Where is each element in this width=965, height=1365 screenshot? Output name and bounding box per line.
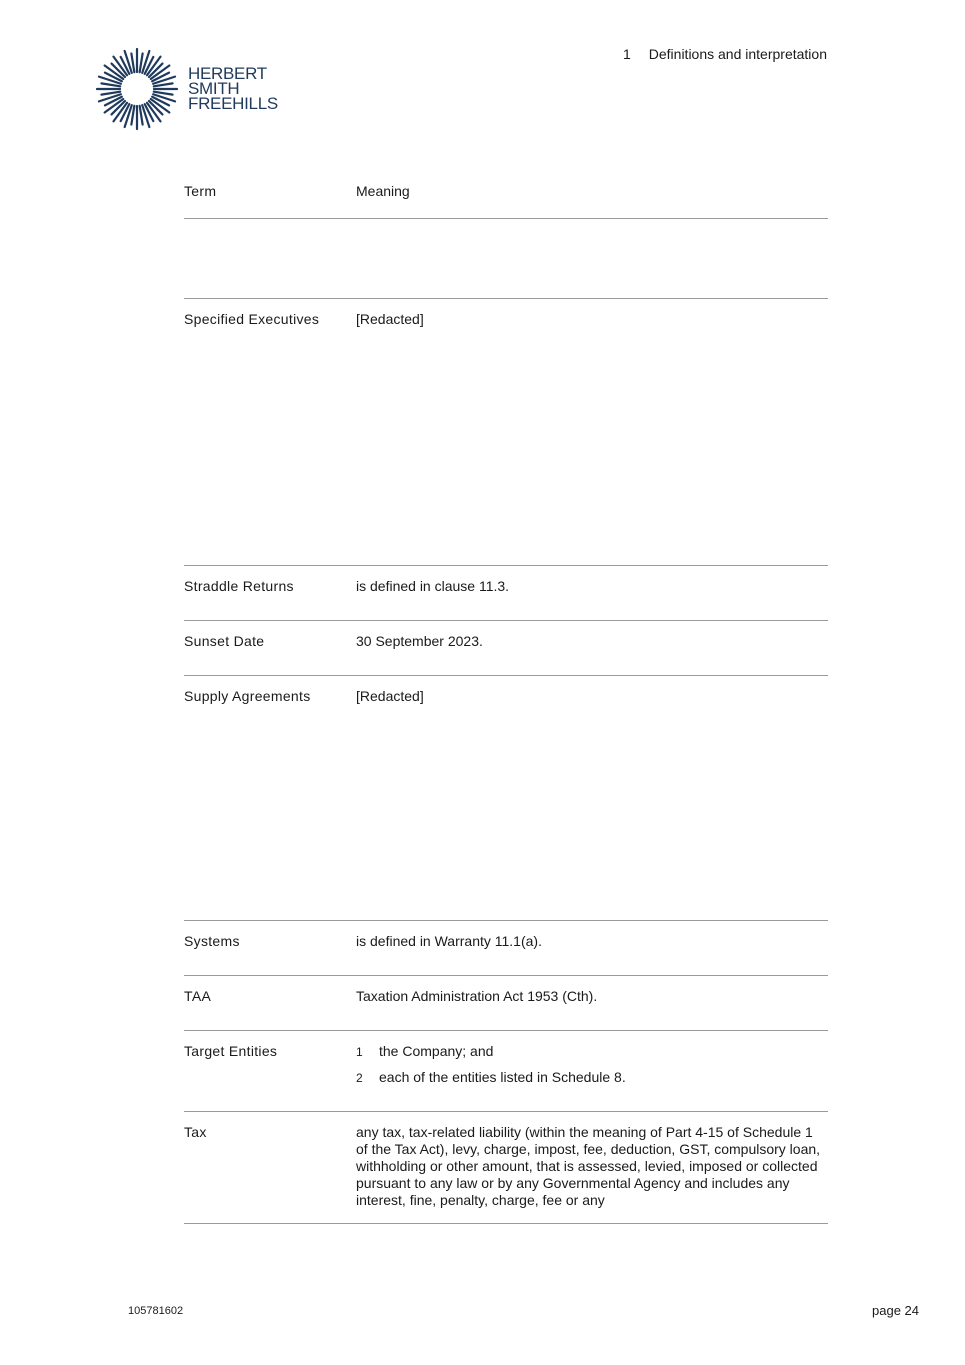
item-number: 2 — [356, 1071, 363, 1085]
definitions-table — [184, 176, 828, 1224]
definition-term: TAA — [184, 988, 212, 1004]
definition-term: Systems — [184, 933, 240, 949]
definition-term: Supply Agreements — [184, 688, 311, 704]
document-id: 105781602 — [128, 1305, 184, 1317]
item-number: 1 — [356, 1045, 363, 1059]
sunburst-logo-icon — [96, 46, 178, 132]
logo-ray — [101, 83, 120, 86]
definition-meaning: [Redacted] — [356, 688, 424, 704]
definition-meaning: is defined in Warranty 11.1(a). — [356, 933, 542, 949]
definition-meaning: any tax, tax-related liability (within the meaning of Part 4-15 of Schedule 1 of the Tax Act), levy, charge, impost, fee, deduction, GST, compulsory loan, withholding or other amount, that is assessed, levied, imposed or collected pursuant to any law or by any Governmental Agency and includes any interest, fine, penalty, charge, fee or any — [356, 1124, 821, 1208]
item-text: each of the entities listed in Schedule 8. — [379, 1069, 626, 1085]
definition-term: Target Entities — [184, 1043, 278, 1059]
logo-ray — [140, 106, 143, 125]
section-number: 1 — [622, 46, 631, 62]
table-row-empty — [184, 219, 828, 299]
numbered-item — [356, 1069, 828, 1085]
section-title: Definitions and interpretation — [648, 46, 827, 62]
logo-line-1: HERBERT — [188, 64, 267, 83]
logo-ray — [154, 92, 173, 95]
logo-ray — [140, 53, 143, 72]
table-row — [184, 1031, 828, 1112]
logo-line-2: SMITH — [188, 79, 240, 98]
definition-meaning — [356, 1043, 828, 1111]
definition-term: Sunset Date — [184, 633, 265, 649]
numbered-item — [356, 1043, 828, 1059]
logo-ray — [101, 92, 120, 95]
table-row — [184, 299, 828, 566]
table-row — [184, 921, 828, 976]
table-row — [184, 676, 828, 921]
section-header — [623, 46, 827, 62]
table-row — [184, 621, 828, 676]
table-row — [184, 566, 828, 621]
logo-ray — [154, 83, 173, 86]
meaning-column-header: Meaning — [356, 183, 410, 199]
definition-meaning: 30 September 2023. — [356, 633, 483, 649]
term-column-header: Term — [184, 183, 217, 199]
item-text: the Company; and — [379, 1043, 494, 1059]
definition-meaning: is defined in clause 11.3. — [356, 578, 510, 594]
table-row — [184, 1112, 828, 1224]
definition-term: Tax — [184, 1124, 207, 1140]
definition-term: Specified Executives — [184, 311, 320, 327]
logo-ray — [131, 53, 134, 72]
logo-line-3: FREEHILLS — [188, 94, 278, 113]
page-number: page 24 — [872, 1303, 919, 1318]
table-row — [184, 976, 828, 1031]
definition-meaning: [Redacted] — [356, 311, 424, 327]
logo-ray — [131, 106, 134, 125]
definition-term: Straddle Returns — [184, 578, 294, 594]
table-header-row — [184, 176, 828, 219]
definition-meaning: Taxation Administration Act 1953 (Cth). — [356, 988, 598, 1004]
logo-wordmark — [188, 66, 278, 111]
